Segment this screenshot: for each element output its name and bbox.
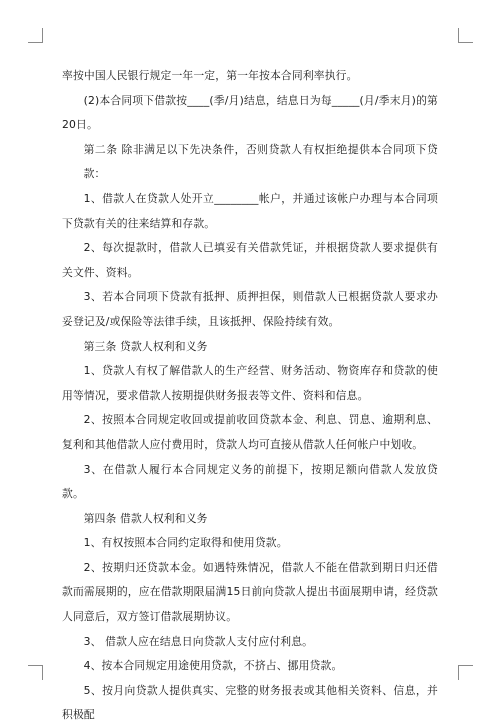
paragraph-interest-settlement: (2)本合同项下借款按____(季/月)结息，结息日为每_____(月/季末月)的第20日。 bbox=[62, 93, 438, 132]
document-body bbox=[62, 64, 438, 728]
article-3-heading: 第三条 贷款人权利和义务 bbox=[83, 339, 208, 353]
article-4-heading: 第四条 借款人权利和义务 bbox=[83, 511, 208, 525]
crop-mark-bottom-left bbox=[28, 665, 43, 680]
article-4-item-3: 3、 借款人应在结息日向贷款人支付应付利息。 bbox=[83, 634, 314, 648]
article-2-item-1: 1、借款人在贷款人处开立________帐户，并通过该帐户办理与本合同项下贷款有关的往来结算和存款。 bbox=[62, 191, 438, 230]
crop-mark-top-left bbox=[28, 28, 43, 43]
article-3-item-2: 2、按照本合同规定收回或提前收回贷款本金、利息、罚息、逾期利息、复利和其他借款人应付费用时，贷款人均可直接从借款人任何帐户中划收。 bbox=[62, 413, 438, 451]
article-4-item-5: 5、按月向贷款人提供真实、完整的财务报表或其他相关资料、信息，并积极配 bbox=[62, 683, 438, 722]
article-2-heading: 第二条 除非满足以下先决条件，否则贷款人有权拒绝提供本合同项下贷款： bbox=[83, 142, 438, 181]
article-2-item-2: 2、每次提款时，借款人已填妥有关借款凭证，并根据贷款人要求提供有关文件、资料。 bbox=[62, 241, 438, 279]
article-4-item-4: 4、按本合同规定用途使用贷款，不挤占、挪用贷款。 bbox=[83, 659, 343, 673]
article-4-item-1: 1、有权按照本合同约定取得和使用贷款。 bbox=[83, 536, 288, 550]
article-4-item-2: 2、按期归还贷款本金。如遇特殊情况，借款人不能在借款到期日归还借款而需展期的，应在借款期限届满15日前向贷款人提出书面展期申请，经贷款人同意后，双方签订借款展期协议。 bbox=[62, 560, 438, 624]
paragraph-continuation: 率按中国人民银行规定一年一定，第一年按本合同利率执行。 bbox=[62, 69, 358, 82]
article-3-item-3: 3、在借款人履行本合同规定义务的前提下，按期足额向借款人发放贷款。 bbox=[62, 462, 438, 501]
crop-mark-top-right bbox=[458, 28, 473, 43]
article-3-item-1: 1、贷款人有权了解借款人的生产经营、财务活动、物资库存和贷款的使用等情况，要求借款人按期提供财务报表等文件、资料和信息。 bbox=[62, 364, 438, 402]
crop-mark-bottom-right bbox=[458, 665, 473, 680]
article-2-item-3: 3、若本合同项下贷款有抵押、质押担保，则借款人已根据贷款人要求办妥登记及/或保险等法律手续，且该抵押、保险持续有效。 bbox=[62, 290, 438, 328]
